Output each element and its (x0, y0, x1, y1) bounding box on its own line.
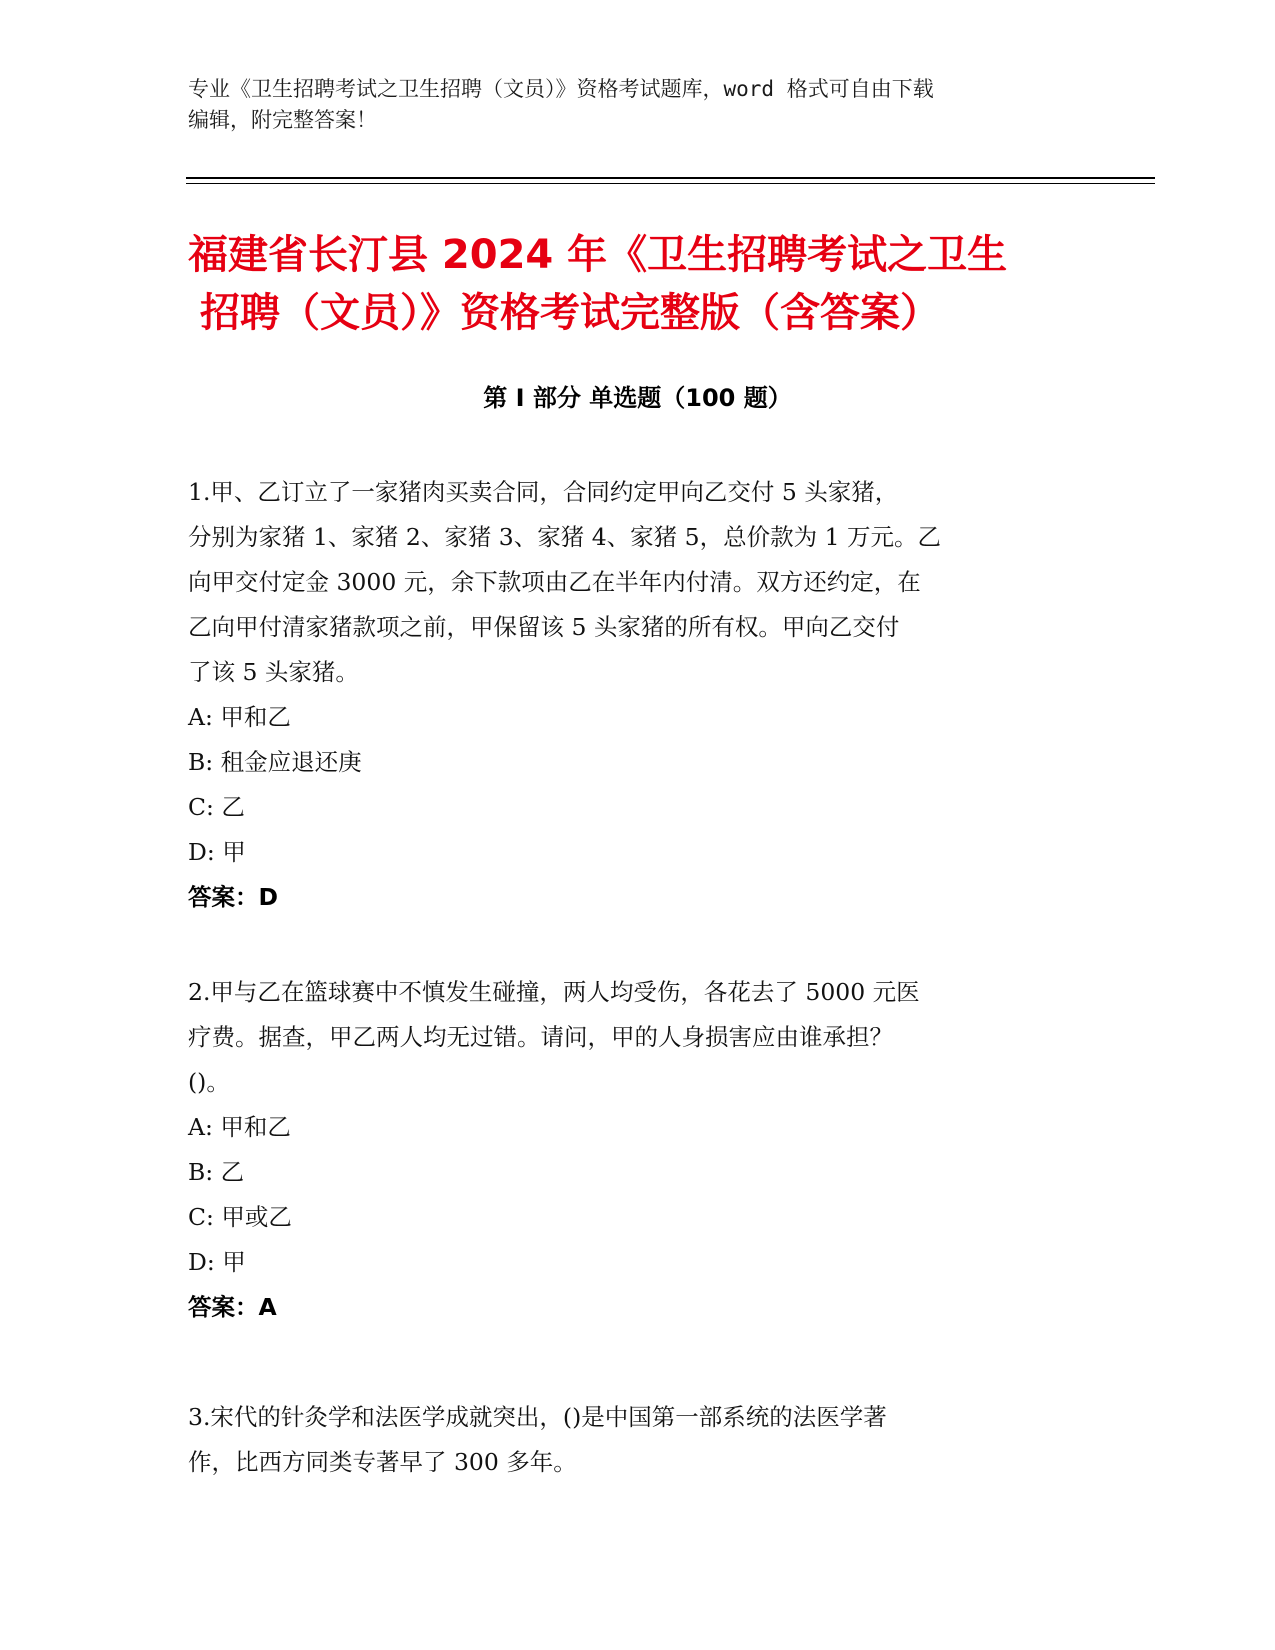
question-1-text-line: 分别为家猪 1、家猪 2、家猪 3、家猪 4、家猪 5，总价款为 1 万元。乙 (188, 523, 941, 551)
question-3-text-line: 3.宋代的针灸学和法医学成就突出，()是中国第一部系统的法医学著 (188, 1403, 887, 1431)
question-2-text-line: 疗费。据查，甲乙两人均无过错。请问，甲的人身损害应由谁承担？ (188, 1023, 893, 1051)
question-2-option-a: A: 甲和乙 (188, 1113, 291, 1141)
question-1-answer: 答案：D (188, 883, 279, 911)
document-title (188, 226, 1088, 342)
document-title-line-2: 招聘（文员）》资格考试完整版（含答案） (200, 290, 940, 336)
header-note-line-1: 专业《卫生招聘考试之卫生招聘（文员）》资格考试题库，word 格式可自由下载 (188, 77, 934, 101)
question-2-text-line: ()。 (188, 1068, 230, 1096)
question-1-option-d: D: 甲 (188, 838, 246, 866)
question-1 (188, 470, 1088, 920)
question-2-option-d: D: 甲 (188, 1248, 246, 1276)
question-3-text-line: 作，比西方同类专著早了 300 多年。 (188, 1448, 577, 1476)
question-1-text-line: 1.甲、乙订立了一家猪肉买卖合同，合同约定甲向乙交付 5 头家猪， (188, 478, 899, 506)
question-1-option-b: B: 租金应退还庚 (188, 748, 362, 776)
question-1-option-c: C: 乙 (188, 793, 245, 821)
section-heading: 第 I 部分 单选题（100 题） (483, 384, 792, 412)
question-2-answer: 答案：A (188, 1293, 277, 1321)
header-divider-thick (186, 177, 1155, 179)
question-2-option-b: B: 乙 (188, 1158, 245, 1186)
question-2 (188, 970, 1088, 1330)
question-1-text-line: 向甲交付定金 3000 元，余下款项由乙在半年内付清。双方还约定，在 (188, 568, 921, 596)
header-note (188, 74, 1088, 136)
question-3 (188, 1395, 1088, 1485)
question-2-option-c: C: 甲或乙 (188, 1203, 292, 1231)
question-1-text-line: 乙向甲付清家猪款项之前，甲保留该 5 头家猪的所有权。甲向乙交付 (188, 613, 900, 641)
question-1-option-a: A: 甲和乙 (188, 703, 291, 731)
question-1-text-line: 了该 5 头家猪。 (188, 658, 359, 686)
header-divider-thin (186, 183, 1155, 184)
question-2-text-line: 2.甲与乙在篮球赛中不慎发生碰撞，两人均受伤，各花去了 5000 元医 (188, 978, 920, 1006)
document-title-line-1: 福建省长汀县 2024 年《卫生招聘考试之卫生 (188, 232, 1008, 278)
header-note-line-2: 编辑，附完整答案！ (188, 108, 377, 132)
